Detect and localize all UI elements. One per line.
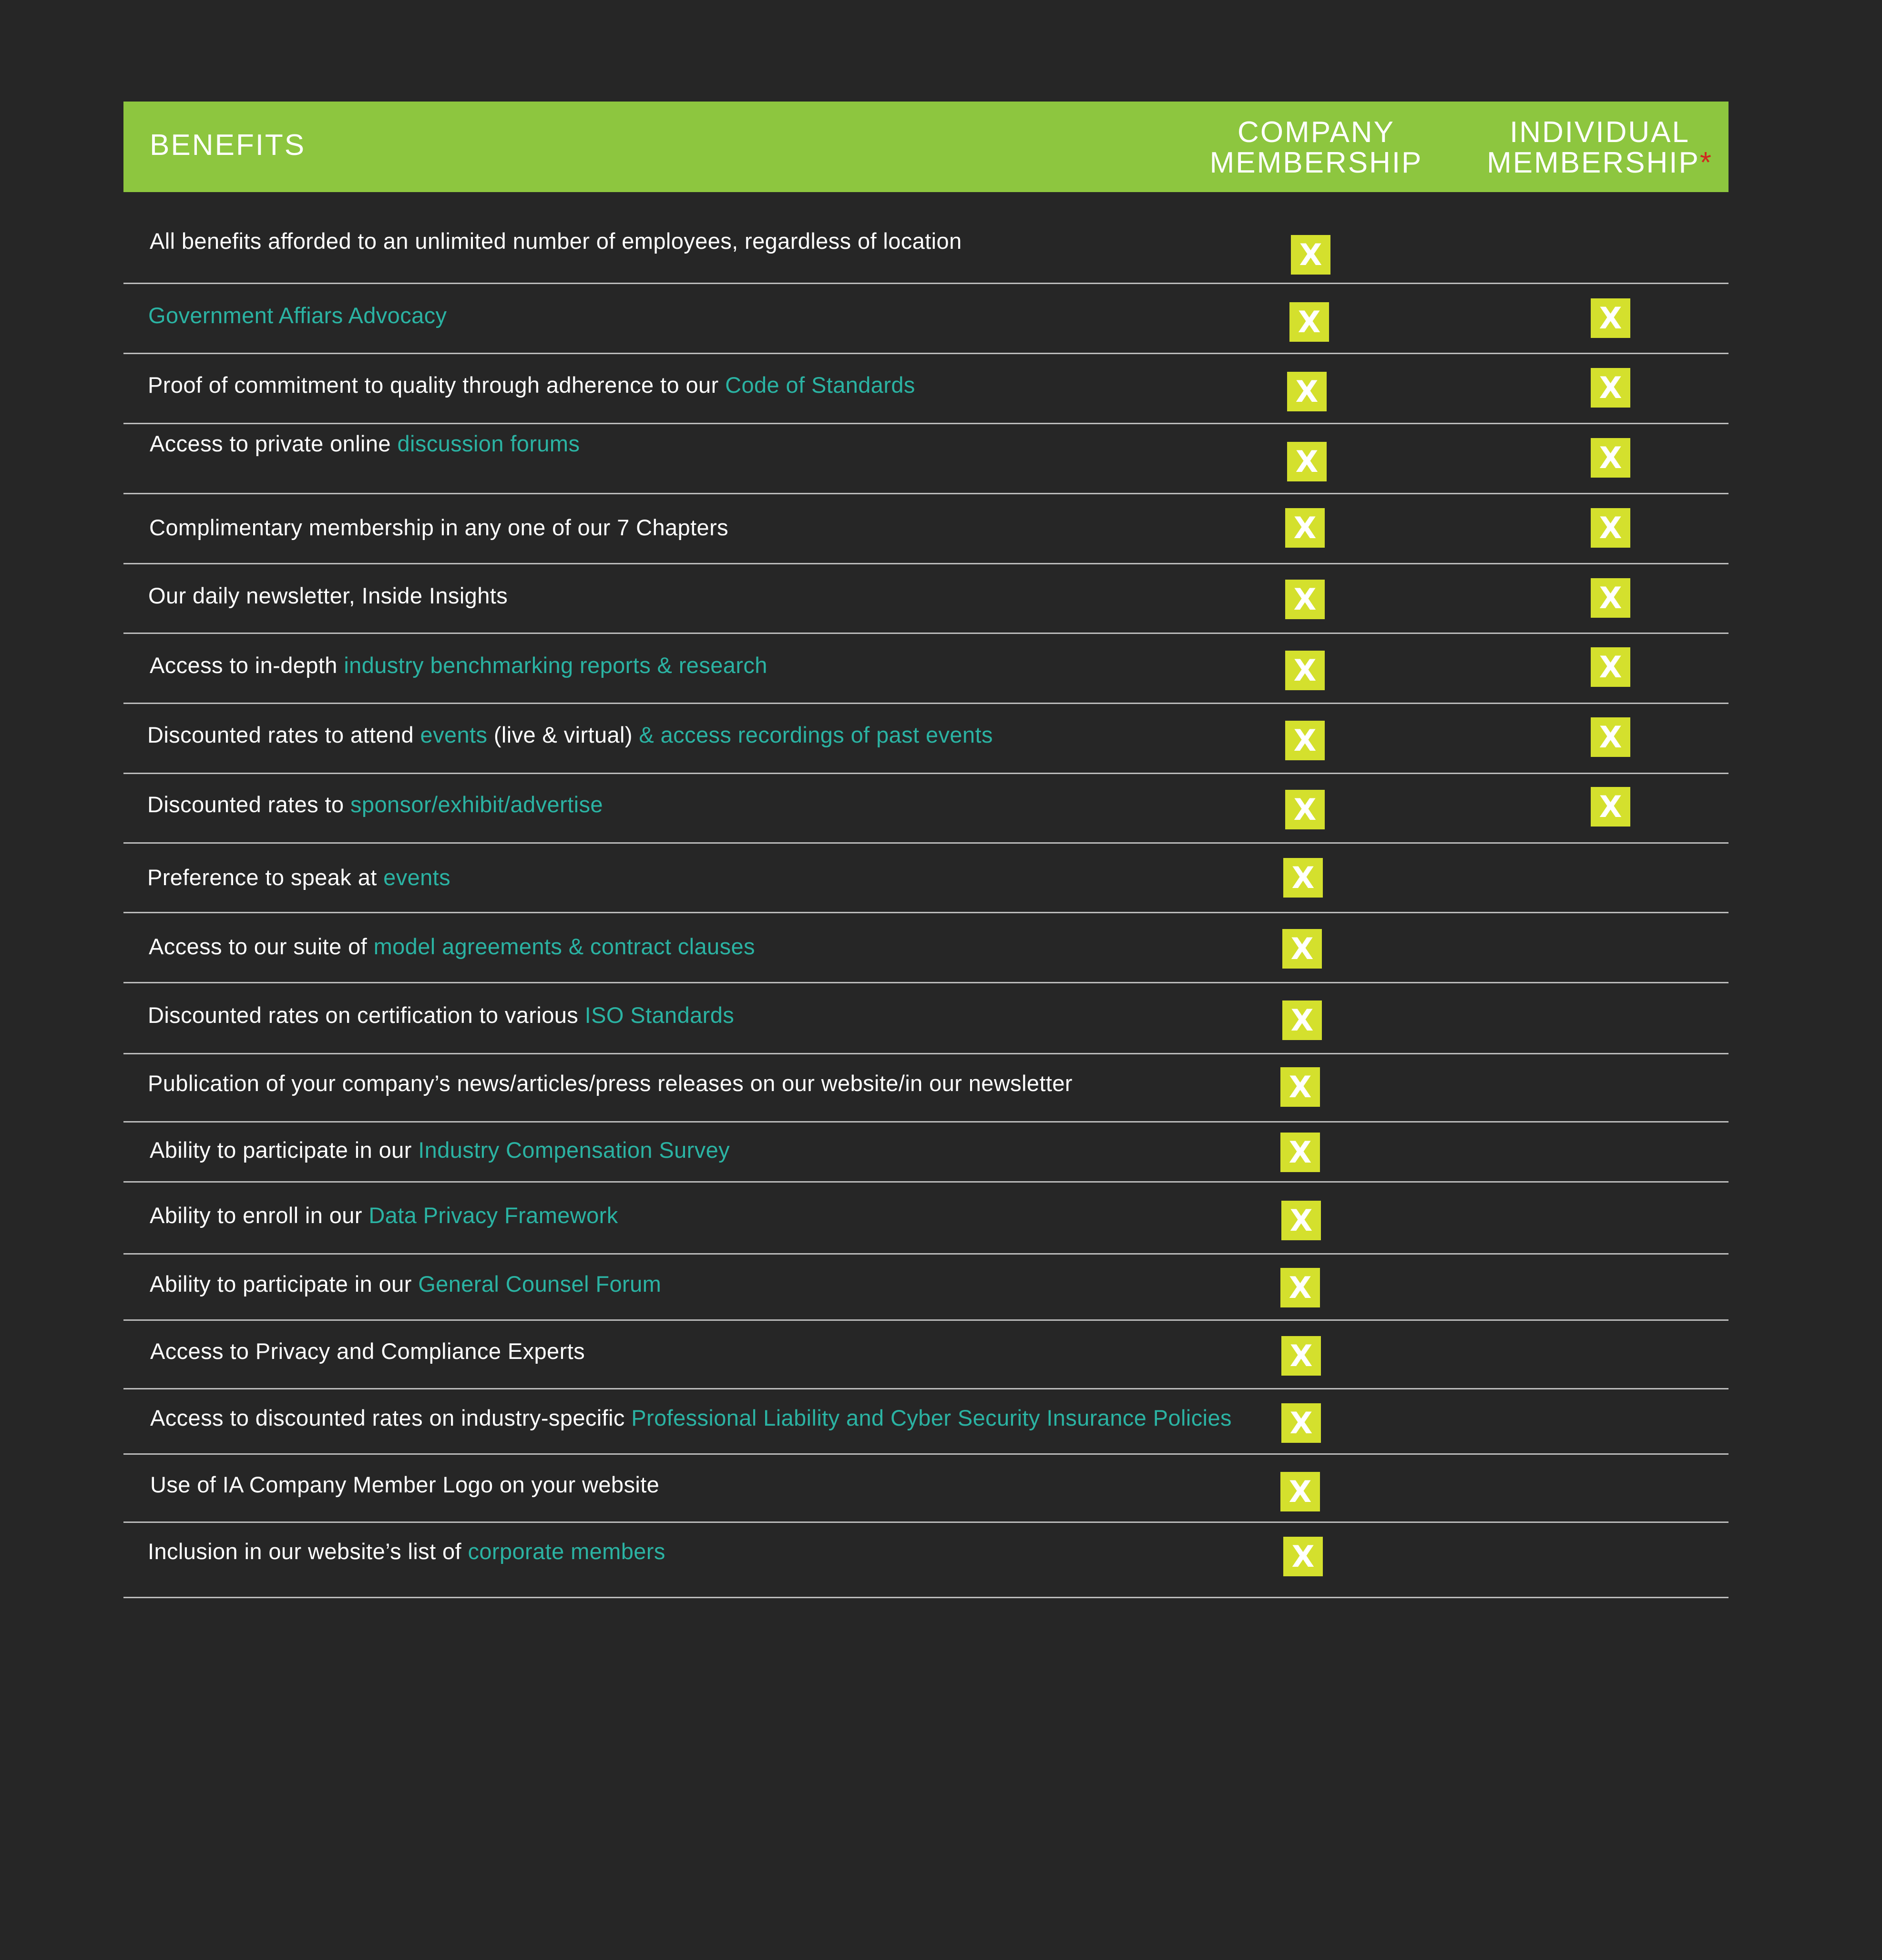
- benefit-text: Access to discounted rates on industry-specific: [150, 1405, 632, 1430]
- benefit-text: Inclusion in our website’s list of: [148, 1539, 468, 1564]
- table-row: [123, 1523, 1729, 1598]
- individual-check-icon: X: [1591, 717, 1630, 757]
- table-row: [123, 1123, 1729, 1183]
- individual-header-line1: INDIVIDUAL: [1510, 116, 1690, 149]
- company-check-icon: X: [1281, 1201, 1321, 1240]
- benefit-link[interactable]: corporate members: [468, 1539, 665, 1564]
- company-check-icon: X: [1287, 442, 1327, 481]
- benefit-link[interactable]: events: [383, 865, 451, 890]
- table-row: [123, 1183, 1729, 1255]
- individual-check-icon: X: [1591, 787, 1630, 827]
- individual-header-line2-wrap: [1466, 148, 1733, 178]
- benefit-label: [150, 1338, 585, 1365]
- benefit-label: [150, 430, 580, 457]
- benefit-link[interactable]: events: [420, 722, 488, 747]
- company-header-line1: COMPANY: [1238, 116, 1395, 149]
- benefit-text: Ability to participate in our: [150, 1271, 419, 1296]
- table-row: [123, 1255, 1729, 1321]
- benefit-link[interactable]: Data Privacy Framework: [368, 1203, 618, 1228]
- company-check-icon: X: [1283, 1537, 1323, 1576]
- company-check-icon: X: [1281, 1336, 1321, 1376]
- benefit-link[interactable]: model agreements & contract clauses: [373, 934, 755, 959]
- benefit-link[interactable]: sponsor/exhibit/advertise: [350, 792, 603, 817]
- benefit-label: [149, 933, 755, 960]
- company-check-icon: X: [1285, 651, 1325, 690]
- company-check-icon: X: [1280, 1133, 1320, 1172]
- benefit-label: [148, 1070, 1073, 1097]
- company-check-icon: X: [1285, 790, 1325, 829]
- table-row: [123, 983, 1729, 1054]
- company-check-icon: X: [1289, 302, 1329, 342]
- individual-check-icon: X: [1591, 508, 1630, 548]
- individual-header-line2: MEMBERSHIP: [1487, 146, 1700, 179]
- benefit-text: Ability to enroll in our: [150, 1203, 369, 1228]
- individual-check-icon: X: [1591, 647, 1630, 687]
- company-check-icon: X: [1287, 372, 1327, 411]
- benefit-label: [148, 302, 447, 329]
- table-row: [123, 564, 1729, 634]
- benefit-label: [148, 582, 508, 609]
- benefit-text: (live & virtual): [487, 722, 639, 747]
- benefit-text: Discounted rates to attend: [147, 722, 420, 747]
- table-row: [123, 192, 1729, 284]
- benefit-label: [150, 228, 962, 255]
- table-row: [123, 424, 1729, 494]
- benefit-link[interactable]: & access recordings of past events: [639, 722, 993, 747]
- benefit-text: Use of IA Company Member Logo on your website: [150, 1472, 660, 1497]
- benefit-text: Discounted rates to: [147, 792, 350, 817]
- benefit-text: Discounted rates on certification to various: [148, 1002, 585, 1028]
- benefit-text: Our daily newsletter, Inside Insights: [148, 583, 508, 608]
- benefit-text: Publication of your company’s news/articles/press releases on our website/in our newsletter: [148, 1071, 1073, 1096]
- table-header: [123, 102, 1729, 192]
- benefit-label: [150, 1271, 661, 1297]
- table-row: [123, 1389, 1729, 1455]
- company-header-line2: MEMBERSHIP: [1209, 146, 1423, 179]
- benefits-column-header: BENEFITS: [150, 129, 306, 162]
- benefit-label: [147, 864, 450, 891]
- individual-check-icon: X: [1591, 578, 1630, 618]
- benefit-text: Ability to participate in our: [150, 1137, 419, 1163]
- company-check-icon: X: [1281, 1403, 1321, 1443]
- benefit-label: [147, 791, 603, 818]
- table-row: [123, 354, 1729, 424]
- company-check-icon: X: [1280, 1067, 1320, 1107]
- table-row: [123, 1455, 1729, 1523]
- company-check-icon: X: [1280, 1472, 1320, 1511]
- benefit-label: [150, 652, 767, 679]
- company-check-icon: X: [1283, 858, 1323, 898]
- company-check-icon: X: [1291, 235, 1330, 275]
- individual-check-icon: X: [1591, 368, 1630, 408]
- company-check-icon: X: [1282, 929, 1322, 969]
- benefit-text: Preference to speak at: [147, 865, 384, 890]
- benefit-link[interactable]: Government Affiars Advocacy: [148, 303, 447, 328]
- benefit-text: All benefits afforded to an unlimited number of employees, regardless of location: [150, 228, 962, 254]
- company-membership-column-header: [1183, 117, 1450, 178]
- benefit-label: [148, 1002, 734, 1029]
- benefit-label: [149, 514, 728, 541]
- company-check-icon: X: [1280, 1268, 1320, 1307]
- footnote-asterisk: *: [1699, 146, 1713, 179]
- benefit-text: Access to private online: [150, 431, 398, 456]
- table-row: [123, 1054, 1729, 1123]
- individual-check-icon: X: [1591, 438, 1630, 478]
- company-check-icon: X: [1285, 508, 1325, 548]
- benefit-text: Access to Privacy and Compliance Experts: [150, 1338, 585, 1364]
- benefit-label: [148, 1538, 665, 1565]
- benefit-text: Access to our suite of: [149, 934, 374, 959]
- benefit-text: Proof of commitment to quality through adherence to our: [148, 372, 726, 398]
- benefits-table: [123, 102, 1729, 1574]
- benefit-label: [148, 372, 915, 398]
- benefit-label: [150, 1405, 1232, 1431]
- benefit-link[interactable]: discussion forums: [397, 431, 580, 456]
- table-row: [123, 634, 1729, 704]
- table-row: [123, 284, 1729, 354]
- table-row: [123, 913, 1729, 983]
- company-check-icon: X: [1285, 721, 1325, 760]
- benefit-link[interactable]: General Counsel Forum: [418, 1271, 662, 1296]
- table-row: [123, 494, 1729, 564]
- benefit-link[interactable]: Industry Compensation Survey: [418, 1137, 730, 1163]
- table-row: [123, 704, 1729, 774]
- benefit-text: Complimentary membership in any one of our 7 Chapters: [149, 515, 729, 540]
- benefit-link[interactable]: industry benchmarking reports & research: [344, 653, 767, 678]
- benefit-link[interactable]: Code of Standards: [725, 372, 915, 398]
- benefit-link[interactable]: ISO Standards: [584, 1002, 735, 1028]
- table-row: [123, 844, 1729, 913]
- benefit-label: [150, 1202, 618, 1229]
- benefit-text: Access to in-depth: [150, 653, 344, 678]
- table-row: [123, 1321, 1729, 1389]
- benefit-label: [150, 1471, 659, 1498]
- company-check-icon: X: [1285, 580, 1325, 619]
- benefit-label: [147, 722, 993, 748]
- individual-membership-column-header: [1466, 117, 1733, 178]
- individual-check-icon: X: [1591, 298, 1630, 338]
- table-row: [123, 774, 1729, 844]
- company-check-icon: X: [1282, 1000, 1322, 1040]
- benefit-label: [150, 1137, 730, 1164]
- benefit-link[interactable]: Professional Liability and Cyber Security Insurance Policies: [631, 1405, 1232, 1430]
